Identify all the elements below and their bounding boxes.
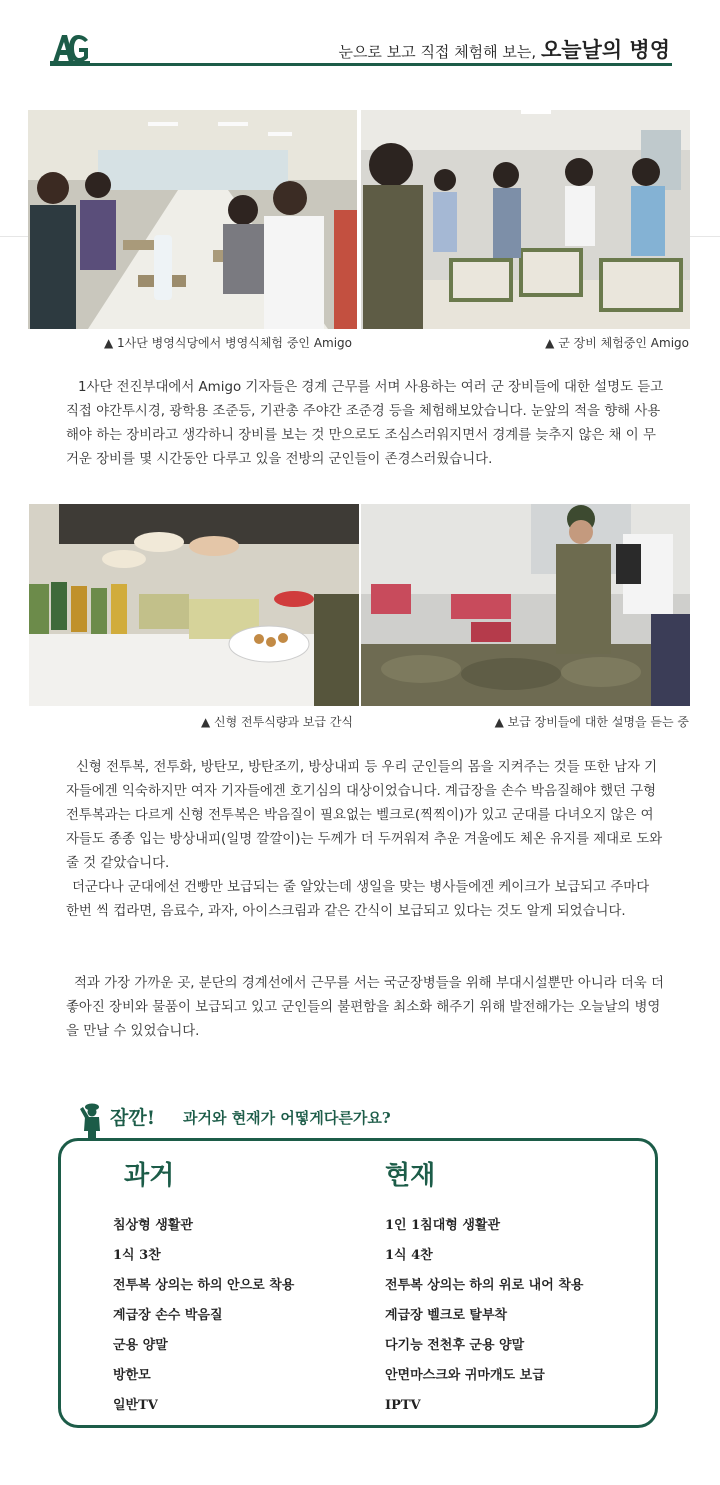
equipment-caption: ▲ 군 장비 체험중인 Amigo — [545, 336, 689, 350]
dining-hall-photo — [28, 110, 357, 329]
present-item: 1식 4찬 — [385, 1248, 433, 1263]
past-item: 계급장 손수 박음질 — [113, 1308, 223, 1323]
present-item: 안면마스크와 귀마개도 보급 — [385, 1368, 545, 1383]
present-item: 1인 1침대형 생활관 — [385, 1218, 501, 1233]
header-subtitle: 눈으로 보고 직접 체험해 보는, — [338, 43, 537, 61]
present-item: 전투복 상의는 하의 위로 내어 착용 — [385, 1278, 584, 1293]
past-heading: 과거 — [124, 1161, 175, 1191]
right-margin-line — [690, 236, 720, 237]
past-item: 전투복 상의는 하의 안으로 착용 — [113, 1278, 295, 1293]
page-header — [50, 28, 672, 68]
header-underline — [50, 63, 672, 66]
past-item: 1식 3찬 — [113, 1248, 161, 1263]
header-main-title: 오늘날의 병영 — [540, 38, 670, 62]
present-heading: 현재 — [385, 1161, 436, 1191]
present-item: IPTV — [385, 1398, 421, 1413]
left-margin-line — [0, 236, 28, 237]
equipment-photo — [361, 110, 690, 329]
article-paragraph-3: 더군다나 군대에선 건빵만 보급되는 줄 알았는데 생일을 맞는 병사들에겐 케이크가 보급되고 주마다 한번 씩 컵라면, 음료수, 과자, 아이스크림과 같은 간식이 보급되고 있다는 것도 알게 되었습니다. — [66, 880, 650, 919]
present-item: 다기능 전천후 군용 양말 — [385, 1338, 525, 1353]
past-item: 일반TV — [113, 1398, 158, 1413]
briefing-caption: ▲ 보급 장비들에 대한 설명을 듣는 중 — [494, 715, 689, 729]
comparison-subtitle: 과거와 현재가 어떻게다른가요? — [183, 1109, 391, 1127]
article-paragraph-4: 적과 가장 가까운 곳, 분단의 경계선에서 근무를 서는 국군장병들을 위해 부대시설뿐만 아니라 더욱 더 좋아진 장비와 물품이 보급되고 있고 군인들의 불편함을 최소화 해주기 위해 발전해가는 오늘날의 병영을 만날 수 있었습니다. — [66, 976, 664, 1039]
amigo-logo — [50, 32, 90, 64]
present-item: 계급장 벨크로 탈부착 — [385, 1308, 508, 1323]
rations-caption: ▲ 신형 전투식량과 보급 간식 — [201, 715, 353, 729]
dining-hall-caption: ▲ 1사단 병영식당에서 병영식체험 중인 Amigo — [104, 336, 353, 350]
rations-photo — [29, 504, 359, 706]
article-paragraph-2: 신형 전투복, 전투화, 방탄모, 방탄조끼, 방상내피 등 우리 군인들의 몸을 지켜주는 것들 또한 남자 기자들에겐 익숙하지만 여자 기자들에겐 호기심의 대상이었습니다. 계급장을 손수 박음질해야 했던 구형 전투복과는 다르게 신형 전투복은 박음질이 필요없는 벨크로(찍찍이)가 있고 군대를 다녀오지 않은 여자들도 종종 입는 방상내피(일명 깔깔이)는 두께가 더 두꺼워져 추운 겨울에도 체온 유지를 제대로 도와줄 것 같았습니다. — [66, 760, 663, 871]
briefing-photo — [361, 504, 690, 706]
article-paragraph-1: 1사단 전진부대에서 Amigo 기자들은 경계 근무를 서며 사용하는 여러 군 장비들에 대한 설명도 듣고 직접 야간투시경, 광학용 조준등, 기관총 주야간 조준경 등을 체험해보았습니다. 눈앞의 적을 향해 사용해야 하는 장비라고 생각하니 장비를 보는 것 만으로도 조심스러워지면서 경계를 늦추지 않은 채 이 무거운 장비를 몇 시간동안 다루고 있을 전방의 군인들이 존경스러웠습니다. — [66, 380, 664, 467]
header-title — [338, 34, 670, 64]
past-item: 침상형 생활관 — [113, 1218, 193, 1233]
comparison-title: 잠깐! — [110, 1107, 156, 1129]
past-item: 군용 양말 — [113, 1338, 168, 1353]
past-list — [113, 1211, 294, 1421]
saluting-soldier-icon — [80, 1103, 104, 1139]
past-item: 방한모 — [113, 1368, 151, 1383]
present-list — [385, 1211, 583, 1421]
